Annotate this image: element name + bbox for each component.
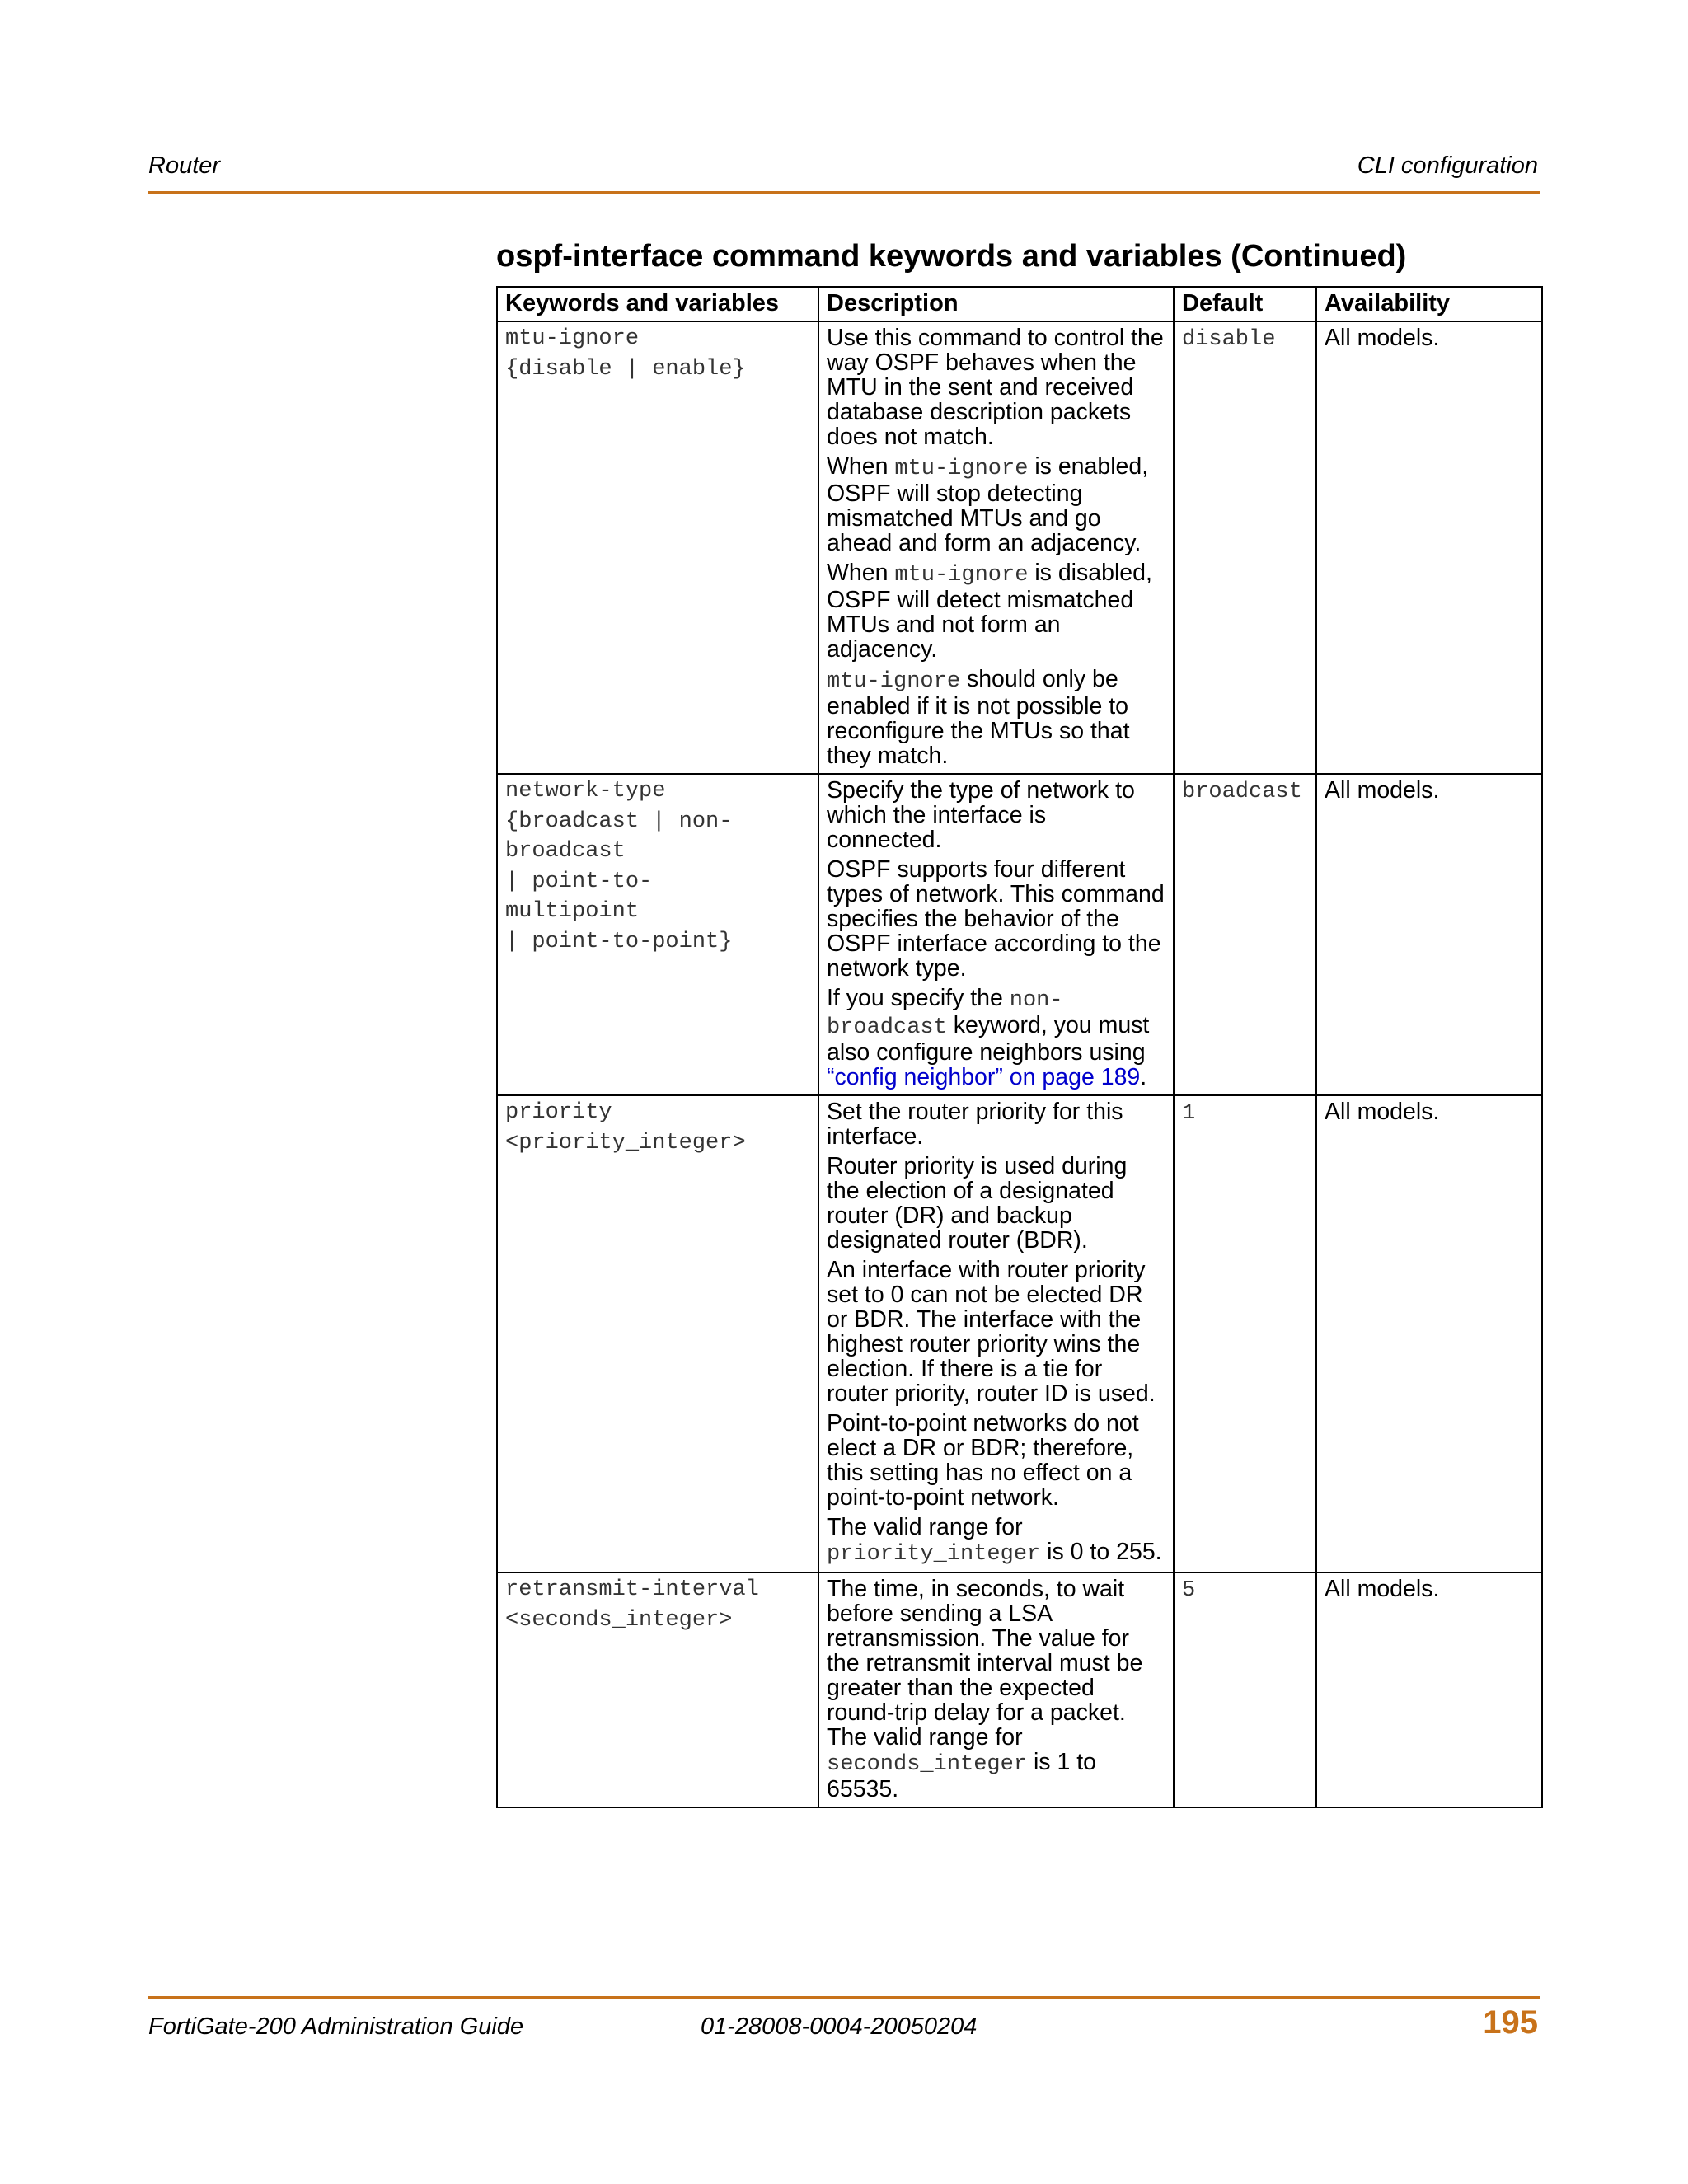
description-paragraph (827, 1515, 1165, 1567)
page-number: 195 (1483, 2004, 1538, 2041)
header-rule (148, 191, 1540, 194)
keyword-cell (497, 1095, 818, 1572)
availability-cell: All models. (1316, 1572, 1542, 1807)
default-value-cell: 5 (1174, 1572, 1316, 1807)
description-text: Point-to-point networks do not elect a DR or BDR; therefore, this setting has no effect on a point-to-point network. (827, 1410, 1139, 1511)
description-paragraph (827, 1154, 1165, 1253)
table-body (497, 321, 1542, 1807)
inline-code: mtu-ignore (894, 563, 1029, 588)
availability-cell: All models. (1316, 774, 1542, 1095)
keyword-line: <priority_integer> (505, 1130, 746, 1155)
cross-reference-link[interactable]: “config neighbor” on page 189 (827, 1064, 1141, 1090)
description-paragraph (827, 1258, 1165, 1406)
description-cell (818, 774, 1174, 1095)
description-text: . (1140, 1064, 1147, 1090)
keyword-line: {broadcast | non- (505, 808, 733, 834)
footer-doc-number: 01-28008-0004-20050204 (701, 2013, 978, 2040)
description-text: An interface with router priority set to 0 can not be elected DR or BDR. The interface with the highest router priority wins the election. If there is a tie for router priority, router ID is used. (827, 1257, 1156, 1407)
inline-code: seconds_integer (827, 1752, 1028, 1777)
availability-cell: All models. (1316, 1095, 1542, 1572)
keyword-line: network-type (505, 779, 666, 804)
description-text: is disabled, OSPF will detect mismatched MTUs and not form an adjacency. (827, 560, 1152, 663)
keyword-line: {disable | enable} (505, 356, 746, 382)
keyword-line: retransmit-interval (505, 1577, 759, 1602)
description-paragraph (827, 1411, 1165, 1510)
column-header-availability: Availability (1316, 287, 1542, 321)
keyword-line: | point-to- (505, 869, 653, 894)
description-paragraph (827, 560, 1165, 662)
description-text: Use this command to control the way OSPF behaves when the MTU in the sent and received database description packets does not match. (827, 325, 1164, 450)
description-text: When (827, 560, 895, 586)
default-value-cell: broadcast (1174, 774, 1316, 1095)
keyword-cell (497, 774, 818, 1095)
column-header-default: Default (1174, 287, 1316, 321)
description-paragraph (827, 778, 1165, 852)
description-paragraph (827, 326, 1165, 449)
description-text: If you specify the (827, 985, 1010, 1011)
column-header-keywords: Keywords and variables (497, 287, 818, 321)
column-header-description: Description (818, 287, 1174, 321)
keyword-line: priority (505, 1100, 612, 1125)
running-header-section: Router (148, 152, 221, 179)
keyword-line: <seconds_integer> (505, 1607, 733, 1633)
description-paragraph (827, 986, 1165, 1090)
description-text: is 1 to 65535. (827, 1749, 1097, 1802)
inline-code: non-broadcast (827, 988, 1063, 1040)
description-paragraph (827, 1577, 1165, 1802)
keyword-line: broadcast (505, 839, 626, 864)
footer-guide-title: FortiGate-200 Administration Guide (148, 2013, 524, 2040)
table-header-row (497, 287, 1542, 321)
description-text: keyword, you must also configure neighbors using (827, 1012, 1150, 1066)
keyword-line: mtu-ignore (505, 326, 640, 351)
default-value-cell: disable (1174, 321, 1316, 774)
description-text: The time, in seconds, to wait before sending a LSA retransmission. The value for the retransmit interval must be greater than the expected round-trip delay for a packet. The valid range for (827, 1576, 1143, 1750)
keyword-cell (497, 321, 818, 774)
inline-code: mtu-ignore (827, 669, 961, 694)
description-text: OSPF supports four different types of network. This command specifies the behavior of the OSPF interface according to the network type. (827, 856, 1165, 982)
default-value-cell: 1 (1174, 1095, 1316, 1572)
description-text: Router priority is used during the election of a designated router (DR) and backup designated router (BDR). (827, 1153, 1128, 1254)
keyword-line: multipoint (505, 899, 640, 924)
description-text: is enabled, OSPF will stop detecting mismatched MTUs and go ahead and form an adjacency. (827, 453, 1149, 556)
description-cell (818, 321, 1174, 774)
table-row (497, 1095, 1542, 1572)
running-header-chapter: CLI configuration (1357, 152, 1538, 179)
table-title: ospf-interface command keywords and variables (Continued) (496, 239, 1407, 274)
footer-rule (148, 1996, 1540, 1999)
description-text: When (827, 453, 895, 480)
description-cell (818, 1572, 1174, 1807)
description-paragraph (827, 1099, 1165, 1149)
keyword-line: | point-to-point} (505, 929, 733, 954)
table-row (497, 774, 1542, 1095)
description-paragraph (827, 454, 1165, 555)
description-text: should only be enabled if it is not possible to reconfigure the MTUs so that they match. (827, 666, 1130, 769)
table-row (497, 321, 1542, 774)
description-cell (818, 1095, 1174, 1572)
description-text: The valid range for (827, 1514, 1023, 1540)
description-paragraph (827, 857, 1165, 981)
inline-code: priority_integer (827, 1542, 1041, 1567)
inline-code: mtu-ignore (894, 457, 1029, 481)
description-text: Set the router priority for this interface. (827, 1099, 1123, 1150)
description-text: Specify the type of network to which the interface is connected. (827, 777, 1135, 853)
table-row (497, 1572, 1542, 1807)
description-text: is 0 to 255. (1040, 1539, 1162, 1565)
description-paragraph (827, 667, 1165, 768)
keyword-cell (497, 1572, 818, 1807)
keywords-table (496, 286, 1543, 1808)
availability-cell: All models. (1316, 321, 1542, 774)
